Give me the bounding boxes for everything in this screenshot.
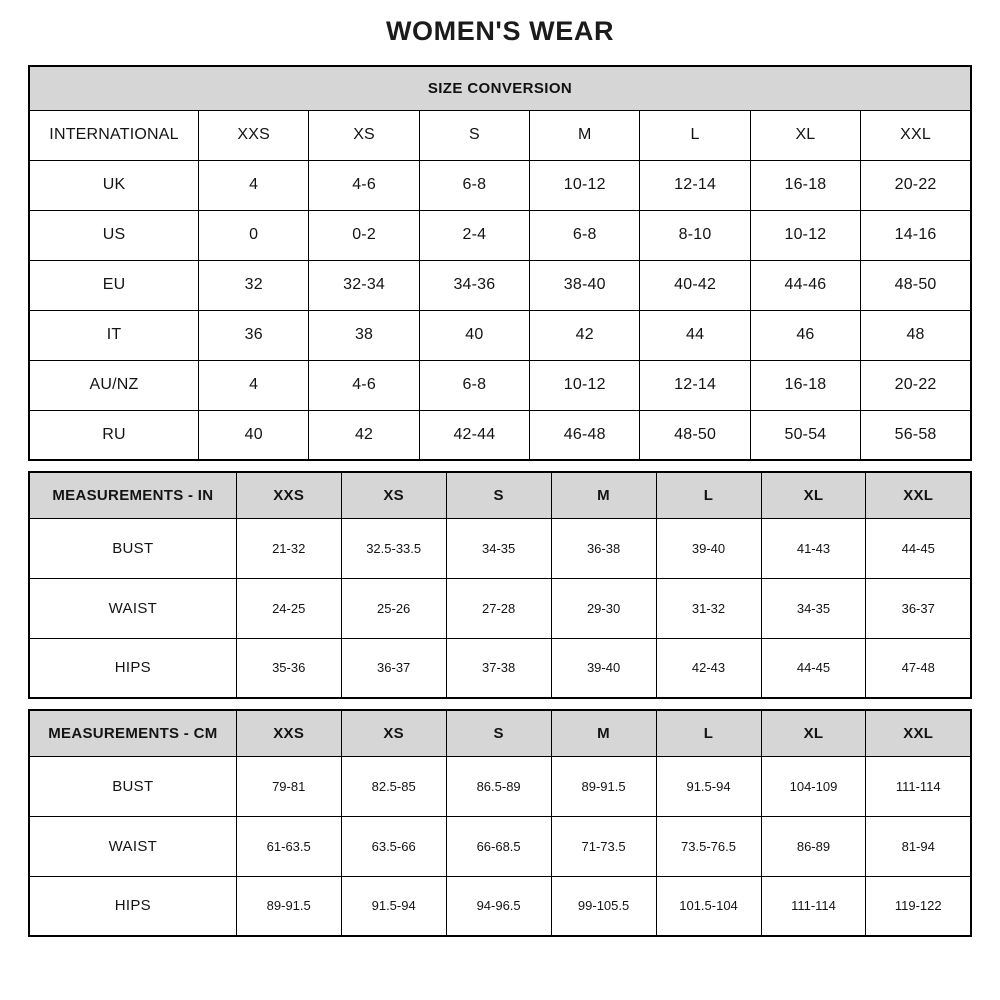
table-cell: 6-8 — [530, 210, 640, 260]
table-cell: 46 — [750, 310, 860, 360]
table-cell: 12-14 — [640, 160, 750, 210]
table-title: SIZE CONVERSION — [29, 66, 971, 110]
table-cell: 39-40 — [551, 638, 656, 698]
size-column-header: M — [551, 710, 656, 756]
row-label: INTERNATIONAL — [29, 110, 199, 160]
table-cell: 61-63.5 — [236, 816, 341, 876]
table-cell: 42-43 — [656, 638, 761, 698]
table-cell: 91.5-94 — [341, 876, 446, 936]
size-column-header: XS — [341, 710, 446, 756]
table-cell: 44-46 — [750, 260, 860, 310]
table-row — [29, 578, 971, 638]
table-cell: 10-12 — [530, 160, 640, 210]
size-column-header: S — [446, 710, 551, 756]
table-cell: 44-45 — [761, 638, 866, 698]
table-cell: 21-32 — [236, 518, 341, 578]
size-column-header: XS — [309, 110, 419, 160]
table-cell: 29-30 — [551, 578, 656, 638]
table-cell: 6-8 — [419, 160, 529, 210]
size-column-header: XXL — [866, 472, 971, 518]
table-cell: 40 — [419, 310, 529, 360]
table-title: MEASUREMENTS - CM — [29, 710, 236, 756]
table-cell: 4 — [199, 360, 309, 410]
measurements-cm-table — [28, 709, 972, 937]
row-label: BUST — [29, 518, 236, 578]
table-row — [29, 876, 971, 936]
size-column-header: XXL — [861, 110, 971, 160]
size-column-header: L — [640, 110, 750, 160]
table-cell: 104-109 — [761, 756, 866, 816]
measurements-in-table — [28, 471, 972, 699]
tables-container — [28, 65, 972, 937]
size-column-header: XL — [761, 472, 866, 518]
size-column-header: XXS — [199, 110, 309, 160]
size-column-header: XXS — [236, 472, 341, 518]
size-column-header: S — [446, 472, 551, 518]
table-row — [29, 816, 971, 876]
table-cell: 101.5-104 — [656, 876, 761, 936]
table-cell: 73.5-76.5 — [656, 816, 761, 876]
table-row — [29, 160, 971, 210]
row-label: HIPS — [29, 876, 236, 936]
size-column-header: M — [551, 472, 656, 518]
table-cell: 20-22 — [861, 160, 971, 210]
table-cell: 42 — [309, 410, 419, 460]
table-cell: 34-35 — [446, 518, 551, 578]
table-row — [29, 310, 971, 360]
size-column-header: M — [530, 110, 640, 160]
table-cell: 32-34 — [309, 260, 419, 310]
table-cell: 89-91.5 — [551, 756, 656, 816]
table-cell: 8-10 — [640, 210, 750, 260]
table-cell: 66-68.5 — [446, 816, 551, 876]
table-cell: 89-91.5 — [236, 876, 341, 936]
size-column-header: L — [656, 472, 761, 518]
table-title: MEASUREMENTS - IN — [29, 472, 236, 518]
table-cell: 38 — [309, 310, 419, 360]
table-cell: 46-48 — [530, 410, 640, 460]
table-cell: 47-48 — [866, 638, 971, 698]
table-cell: 63.5-66 — [341, 816, 446, 876]
row-label: US — [29, 210, 199, 260]
table-cell: 44-45 — [866, 518, 971, 578]
row-label: AU/NZ — [29, 360, 199, 410]
table-cell: 71-73.5 — [551, 816, 656, 876]
table-cell: 111-114 — [761, 876, 866, 936]
row-label: BUST — [29, 756, 236, 816]
table-cell: 24-25 — [236, 578, 341, 638]
table-row — [29, 410, 971, 460]
table-cell: 10-12 — [750, 210, 860, 260]
table-row — [29, 756, 971, 816]
table-row — [29, 260, 971, 310]
row-label: EU — [29, 260, 199, 310]
table-cell: 4 — [199, 160, 309, 210]
table-cell: 37-38 — [446, 638, 551, 698]
table-cell: 2-4 — [419, 210, 529, 260]
table-cell: 27-28 — [446, 578, 551, 638]
table-cell: 48 — [861, 310, 971, 360]
table-cell: 14-16 — [861, 210, 971, 260]
table-cell: 0 — [199, 210, 309, 260]
table-cell: 16-18 — [750, 160, 860, 210]
table-cell: 25-26 — [341, 578, 446, 638]
table-cell: 86.5-89 — [446, 756, 551, 816]
table-cell: 79-81 — [236, 756, 341, 816]
table-cell: 0-2 — [309, 210, 419, 260]
row-label: IT — [29, 310, 199, 360]
table-cell: 4-6 — [309, 360, 419, 410]
row-label: RU — [29, 410, 199, 460]
row-label: WAIST — [29, 578, 236, 638]
table-cell: 6-8 — [419, 360, 529, 410]
table-cell: 56-58 — [861, 410, 971, 460]
table-cell: 32 — [199, 260, 309, 310]
table-row — [29, 518, 971, 578]
size-column-header: L — [656, 710, 761, 756]
page-title: WOMEN'S WEAR — [385, 16, 615, 46]
table-cell: 50-54 — [750, 410, 860, 460]
table-cell: 42-44 — [419, 410, 529, 460]
table-cell: 91.5-94 — [656, 756, 761, 816]
table-cell: 48-50 — [861, 260, 971, 310]
size-column-header: XL — [750, 110, 860, 160]
size-column-header: XXS — [236, 710, 341, 756]
table-row — [29, 210, 971, 260]
table-cell: 16-18 — [750, 360, 860, 410]
table-cell: 36-38 — [551, 518, 656, 578]
table-cell: 34-36 — [419, 260, 529, 310]
table-cell: 86-89 — [761, 816, 866, 876]
table-cell: 36-37 — [866, 578, 971, 638]
table-cell: 48-50 — [640, 410, 750, 460]
table-cell: 94-96.5 — [446, 876, 551, 936]
table-cell: 12-14 — [640, 360, 750, 410]
table-cell: 36 — [199, 310, 309, 360]
table-cell: 81-94 — [866, 816, 971, 876]
size-column-header: XXL — [866, 710, 971, 756]
table-cell: 40 — [199, 410, 309, 460]
table-cell: 35-36 — [236, 638, 341, 698]
size-column-header: XS — [341, 472, 446, 518]
table-cell: 39-40 — [656, 518, 761, 578]
table-cell: 4-6 — [309, 160, 419, 210]
table-cell: 10-12 — [530, 360, 640, 410]
row-label: WAIST — [29, 816, 236, 876]
table-cell: 38-40 — [530, 260, 640, 310]
table-cell: 119-122 — [866, 876, 971, 936]
table-cell: 31-32 — [656, 578, 761, 638]
table-cell: 34-35 — [761, 578, 866, 638]
table-cell: 36-37 — [341, 638, 446, 698]
table-cell: 40-42 — [640, 260, 750, 310]
table-cell: 111-114 — [866, 756, 971, 816]
table-cell: 99-105.5 — [551, 876, 656, 936]
size-column-header: S — [419, 110, 529, 160]
row-label: HIPS — [29, 638, 236, 698]
table-cell: 82.5-85 — [341, 756, 446, 816]
row-label: UK — [29, 160, 199, 210]
table-cell: 42 — [530, 310, 640, 360]
table-row — [29, 360, 971, 410]
table-cell: 44 — [640, 310, 750, 360]
table-cell: 32.5-33.5 — [341, 518, 446, 578]
size-conversion-table — [28, 65, 972, 461]
table-cell: 20-22 — [861, 360, 971, 410]
size-column-header: XL — [761, 710, 866, 756]
table-cell: 41-43 — [761, 518, 866, 578]
table-row — [29, 638, 971, 698]
